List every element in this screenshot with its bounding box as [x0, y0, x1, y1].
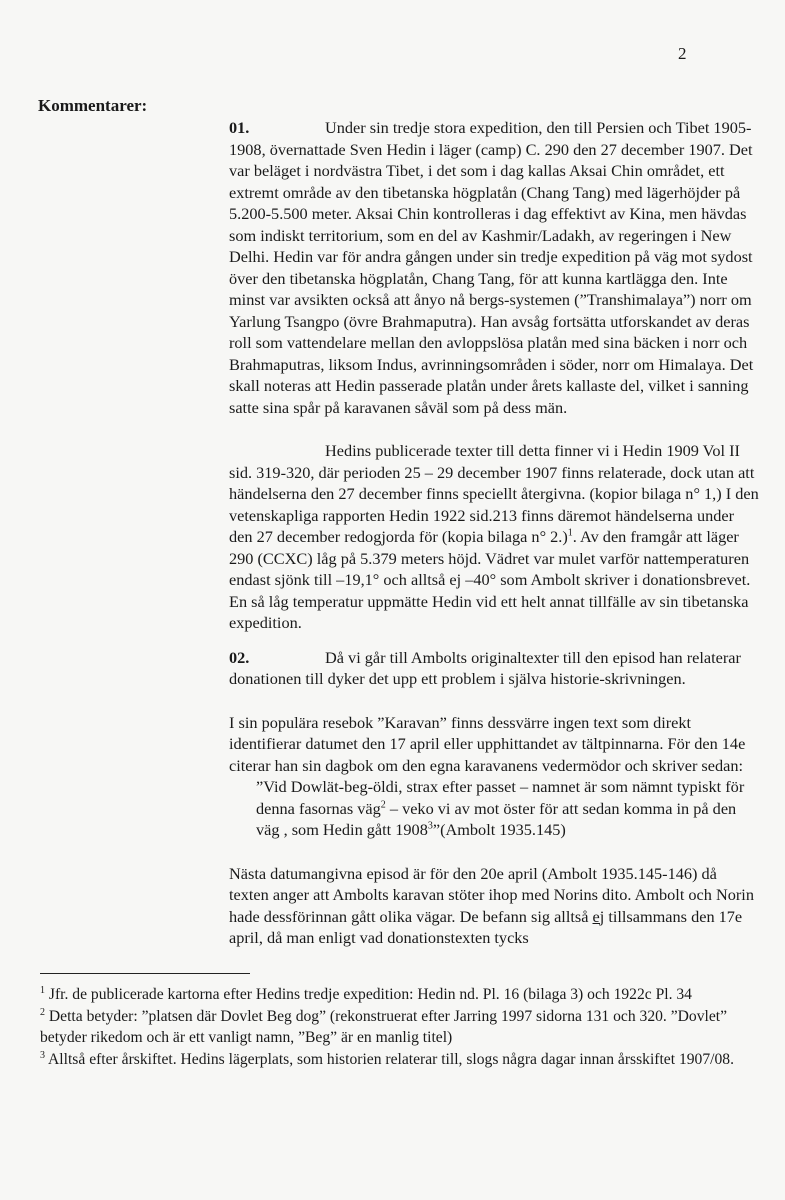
page-number: 2 [678, 44, 687, 63]
paragraph-04-text-b: tillsammans den 17e april, då man enligt vad donationstexten tycks [229, 906, 743, 947]
paragraph-04-text-a: Nästa datumangivna episod är för den 20e april (Ambolt 1935.145-146) då texten anger att Ambolts karavan stöter ihop med Norins dito. Ambolt och Norin hade dessförinnan gått olika vägar. De befann sig alltså [229, 863, 754, 926]
paragraph-number-02: 02. [229, 647, 250, 667]
footnote-text: Jfr. de publicerade kartorna efter Hedins tredje expedition: Hedin nd. Pl. 16 (bilaga 3) och 1922c Pl. 34 [48, 986, 692, 1003]
quote-text-a: ”Vid Dowlät-beg-öldi, strax efter passet – namnet är som nämnt typiskt för denna fasornas väg [256, 777, 745, 818]
paragraph-03: I sin populära resebok ”Karavan” finns dessvärre ingen text som direkt identifierar datumet den 17 april eller upphittandet av tältpinnarna. För den 14e citerar han sin dagbok om den egna karavanens vedermödor och skriver sedan: [229, 712, 746, 775]
section-title: Kommentarer: [38, 96, 148, 115]
footnote-text: Detta betyder: ”platsen där Dovlet Beg dog” (rekonstruerat efter Jarring 1997 sidorna 131 och 320. ”Dovlet” betyder rikedom och är ett vanligt namn, ”Beg” är en manlig titel) [40, 1007, 728, 1046]
footnote-ref-3[interactable]: 3 [427, 820, 433, 832]
footnote-mark: 3 [40, 1049, 45, 1061]
footnote-ref-1[interactable]: 1 [567, 527, 573, 539]
paragraph-01-text: Under sin tredje stora expedition, den till Persien och Tibet 1905-1908, övernattade Sven Hedin i läger (camp) C. 290 den 27 december 1907. Det var beläget i nordvästra Tibet, i det som i dag kallas Aksai Chin området, ett extremt område av den tibetanska högplatån (Chang Tang) med lägerhöjder på 5.200-5.500 meter. Aksai Chin kontrolleras i dag effektivt av Kina, men hävdas som indiskt territorium, som en del av Kashmir/Ladakh, av regeringen i New Delhi. Hedin var för andra gången under sin tredje expedition på väg mot sydost över den tibetanska högplatån, Chang Tang, för att kunna kartlägga den. Inte minst var avsikten också att ånyo nå bergs-systemen (”Transhimalaya”) norr om Yarlung Tsangpo (övre Brahmaputra). Han avsåg fortsätta utforskandet av deras roll som vattendelare mellan den avloppslösa platån med sina bäcken i norr och Brahmaputras, liksom Indus, avrinningsområden i söder, norr om Himalaya. Det skall noteras att Hedin passerade platån under årets kallaste del, vilket i sanning satte sina spår på karavanen såväl som på dess män. [229, 118, 754, 417]
footnote-2 [40, 1006, 740, 1049]
paragraph-01b-text-a: Hedins publicerade texter till detta finner vi i Hedin 1909 Vol II sid. 319-320, där perioden 25 – 29 december 1907 finns relaterade, dock utan att händelserna den 27 december finns speciellt återgivna. (kopior bilaga n° 1,) I den vetenskapliga rapporten Hedin 1922 sid.213 finns däremot händelserna under den 27 december redogjorda för (kopia bilaga n° 2.) [229, 441, 759, 546]
paragraph-01b-text-b: . Av den framgår att läger 290 (CCXC) låg på 5.379 meters höjd. Vädret var mulet varför nattemperaturen endast sjönk till –19,1° och alltså ej –40° som Ambolt skriver i donationsbrevet. En så låg temperatur uppmätte Hedin vid ett helt annat tillfälle av sin tibetanska expedition. [229, 527, 751, 632]
paragraph-02 [229, 647, 759, 690]
footnote-1 [40, 984, 740, 1006]
footnote-divider [40, 973, 250, 974]
footnotes [40, 984, 740, 1070]
footnote-3 [40, 1049, 740, 1071]
footnote-text: Alltså efter årskiftet. Hedins lägerplats, som historien relaterar till, slogs några dagar innan årsskiftet 1907/08. [48, 1050, 734, 1068]
main-text-column [229, 117, 759, 949]
quote-text-c: ”(Ambolt 1935.145) [432, 820, 566, 839]
quote-text-b: – veko vi av mot öster för att sedan komma in på den väg , som Hedin gått 1908 [256, 798, 737, 839]
footnote-mark: 1 [40, 984, 45, 996]
paragraph-04 [229, 863, 759, 949]
paragraph-01b [229, 440, 759, 634]
footnote-ref-2[interactable]: 2 [380, 799, 386, 811]
paragraph-number-01: 01. [229, 118, 250, 137]
diary-quote [229, 776, 759, 841]
paragraph-02-text: Då vi går till Ambolts originaltexter till den episod han relaterar donationen till dyker det upp ett problem i själva historie-skrivningen. [229, 647, 741, 688]
underlined-word: ej [592, 906, 605, 926]
footnote-mark: 2 [40, 1006, 45, 1018]
paragraph-01 [229, 117, 759, 418]
